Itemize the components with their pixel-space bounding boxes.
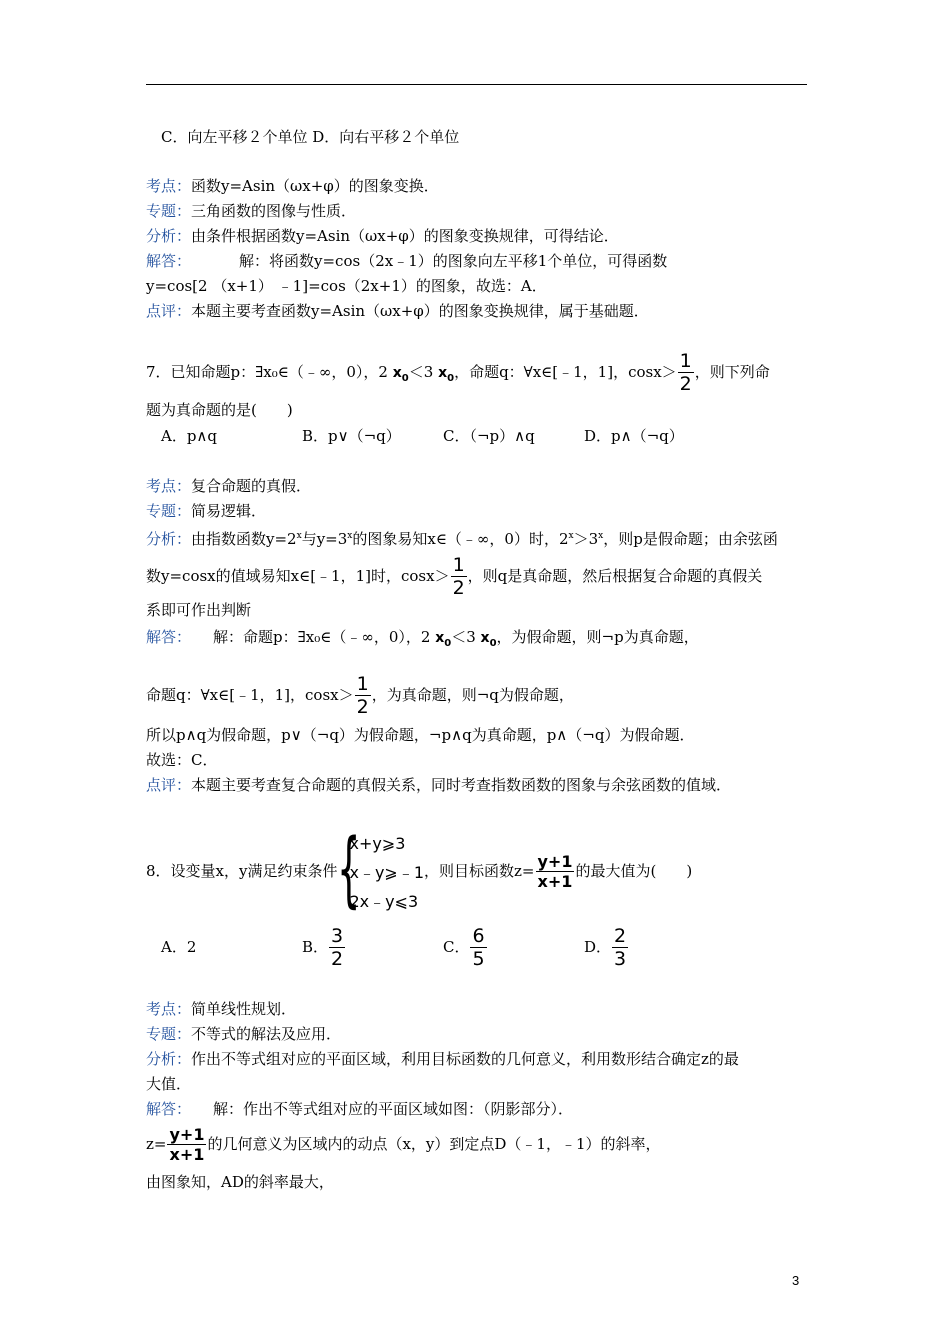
q7-jieda: 解答： 解：命题p：∃x₀∈（﹣∞，0），2 $x_0<3$ $x_0$，为假命题，则¬p为真命题，: [146, 628, 699, 649]
x0-symbol: $x_0$: [392, 365, 409, 384]
option-b: B． $\frac{3}{2}$: [302, 925, 344, 970]
option-a: A．2: [161, 938, 197, 956]
q7-stem-c: ，则下列命: [694, 363, 770, 381]
zhuanti-label: 专题：: [146, 202, 192, 220]
q8-stem-a: 8．设变量x，y满足约束条件: [146, 862, 338, 880]
q6-zhuanti: [146, 201, 356, 221]
q7-fenxi-line3: 系即可作出判断: [146, 601, 252, 619]
q7-kaodian: [146, 476, 311, 496]
q8-jieda-line3: 由图象知，AD的斜率最大，: [146, 1173, 334, 1191]
zhuanti-label: 专题：: [146, 502, 192, 520]
jieda-label: 解答：: [146, 1100, 192, 1118]
x0-symbol: $x_0$: [480, 630, 497, 649]
q7-dianping: [146, 775, 731, 795]
lt3: ＜3: [408, 363, 434, 381]
fraction-z: $\frac{y+1}{x+1}$: [537, 852, 573, 891]
fraction-one-half: $\frac{1}{2}$: [356, 673, 369, 718]
option-b: B．p∨（¬q）: [302, 427, 401, 445]
q6-dianping: [146, 301, 649, 321]
q8-kaodian: [146, 999, 296, 1019]
q7-stem-line1: [146, 352, 770, 394]
dianping-text: 本题主要考查复合命题的真假关系，同时考查指数函数的图象与余弦函数的值域．: [191, 776, 732, 794]
q8-jieda-line2: z= $\frac{y+1}{x+1}$ 的几何意义为区域内的动点（x，y）到定点D（﹣1，﹣1）的斜率，: [146, 1125, 661, 1164]
option-d: D．p∧（¬q）: [584, 427, 684, 445]
q6-jieda: [146, 251, 667, 271]
fraction-2-3: $\frac{2}{3}$: [614, 925, 627, 970]
fraction-3-2: $\frac{3}{2}$: [331, 925, 344, 970]
fraction-one-half: $\frac{1}{2}$: [452, 554, 465, 599]
q8-jieda: [146, 1099, 573, 1119]
q7-stem-b: ，命题q：∀x∈[﹣1，1]，cosx＞: [454, 363, 677, 381]
fenxi-label: 分析：: [146, 1050, 192, 1068]
x0-symbol: $x_0$: [435, 630, 452, 649]
q7-fenxi-line2: 数y=cosx的值域易知x∈[﹣1，1]时，cosx＞ $\frac{1}{2}$ ，则q是真命题，然后根据复合命题的真假关: [146, 554, 763, 599]
option-d: D． $\frac{2}{3}$: [584, 925, 627, 970]
jieda-text: 解：作出不等式组对应的平面区域如图：（阴影部分）．: [213, 1100, 574, 1118]
kaodian-text: 简单线性规划．: [191, 1000, 297, 1018]
q7-jieda-line2: 命题q：∀x∈[﹣1，1]，cosx＞ $\frac{1}{2}$ ，为真命题，则¬q为假命题，: [146, 673, 574, 718]
q6-fenxi: [146, 226, 619, 246]
q7-options: [146, 426, 725, 446]
x0-symbol: $x_0$: [438, 365, 455, 384]
fraction-z: $\frac{y+1}{x+1}$: [169, 1125, 205, 1164]
jieda-label: 解答：: [146, 252, 192, 270]
q6-options-cd: C．向左平移２个单位 D．向右平移２个单位: [161, 128, 460, 146]
zhuanti-text: 简易逻辑．: [191, 502, 267, 520]
kaodian-label: 考点：: [146, 177, 192, 195]
q7-jieda-line3: 所以p∧q为假命题，p∨（¬q）为假命题，¬p∧q为真命题，p∧（¬q）为假命题．: [146, 726, 695, 744]
q8-zhuanti: [146, 1024, 341, 1044]
kaodian-label: 考点：: [146, 1000, 192, 1018]
kaodian-label: 考点：: [146, 477, 192, 495]
constraint-system: { x+y⩾3 x﹣y⩾﹣1 2x﹣y⩽3: [337, 821, 425, 917]
option-a: A．p∧q: [161, 427, 218, 445]
dianping-label: 点评：: [146, 776, 192, 794]
fenxi-label: 分析：: [146, 227, 192, 245]
q7-stem-a: 7．已知命题p：∃x₀∈（﹣∞，0），2: [146, 363, 388, 381]
option-c: C． $\frac{6}{5}$: [443, 925, 485, 970]
jieda-label: 解答：: [146, 628, 192, 646]
jieda-text: 解：将函数y=cos（2x﹣1）的图象向左平移1个单位，可得函数: [239, 252, 668, 270]
fenxi-text: 作出不等式组对应的平面区域，利用目标函数的几何意义，利用数形结合确定z的最: [191, 1050, 739, 1068]
q7-fenxi: 分析：由指数函数$y=2^x$与$y=3^x$的图象易知x∈（﹣∞，0）时，$2^x>3^x$，则p是假命题；由余弦函: [146, 530, 778, 548]
option-c: C．（¬p）∧q: [443, 427, 535, 445]
zhuanti-text: 三角函数的图像与性质．: [191, 202, 357, 220]
q8-fenxi: [146, 1049, 739, 1069]
q7-jieda-line4: 故选：C．: [146, 751, 218, 769]
q8-options: [146, 927, 725, 969]
q7-zhuanti: [146, 501, 266, 521]
q8-stem: 8．设变量x，y满足约束条件 { x+y⩾3 x﹣y⩾﹣1 2x﹣y⩽3 ，则目标函数z= $\frac{y+1}{x+1}$ 的最大值为( ): [146, 821, 693, 917]
kaodian-text: 复合命题的真假．: [191, 477, 312, 495]
q6-kaodian: [146, 176, 439, 196]
dianping-label: 点评：: [146, 302, 192, 320]
fraction-6-5: $\frac{6}{5}$: [472, 925, 485, 970]
page-number: 3: [792, 1273, 800, 1288]
left-brace-icon: {: [337, 821, 361, 917]
zhuanti-text: 不等式的解法及应用．: [191, 1025, 342, 1043]
kaodian-text: 函数y=Asin（ωx+φ）的图象变换．: [191, 177, 439, 195]
dianping-text: 本题主要考查函数y=Asin（ωx+φ）的图象变换规律，属于基础题．: [191, 302, 649, 320]
fraction-one-half: $\frac{1}{2}$: [679, 350, 692, 395]
fenxi-text: 由条件根据函数y=Asin（ωx+φ）的图象变换规律，可得结论．: [191, 227, 619, 245]
fenxi-label: 分析：: [146, 530, 192, 548]
header-rule: [146, 84, 807, 85]
zhuanti-label: 专题：: [146, 1025, 192, 1043]
q7-stem-line2: 题为真命题的是( ): [146, 401, 293, 419]
q6-jieda-line2: y=cos[2 （x+1） ﹣1]=cos（2x+1）的图象，故选：A．: [146, 277, 547, 295]
q8-fenxi-line2: 大值．: [146, 1075, 192, 1093]
